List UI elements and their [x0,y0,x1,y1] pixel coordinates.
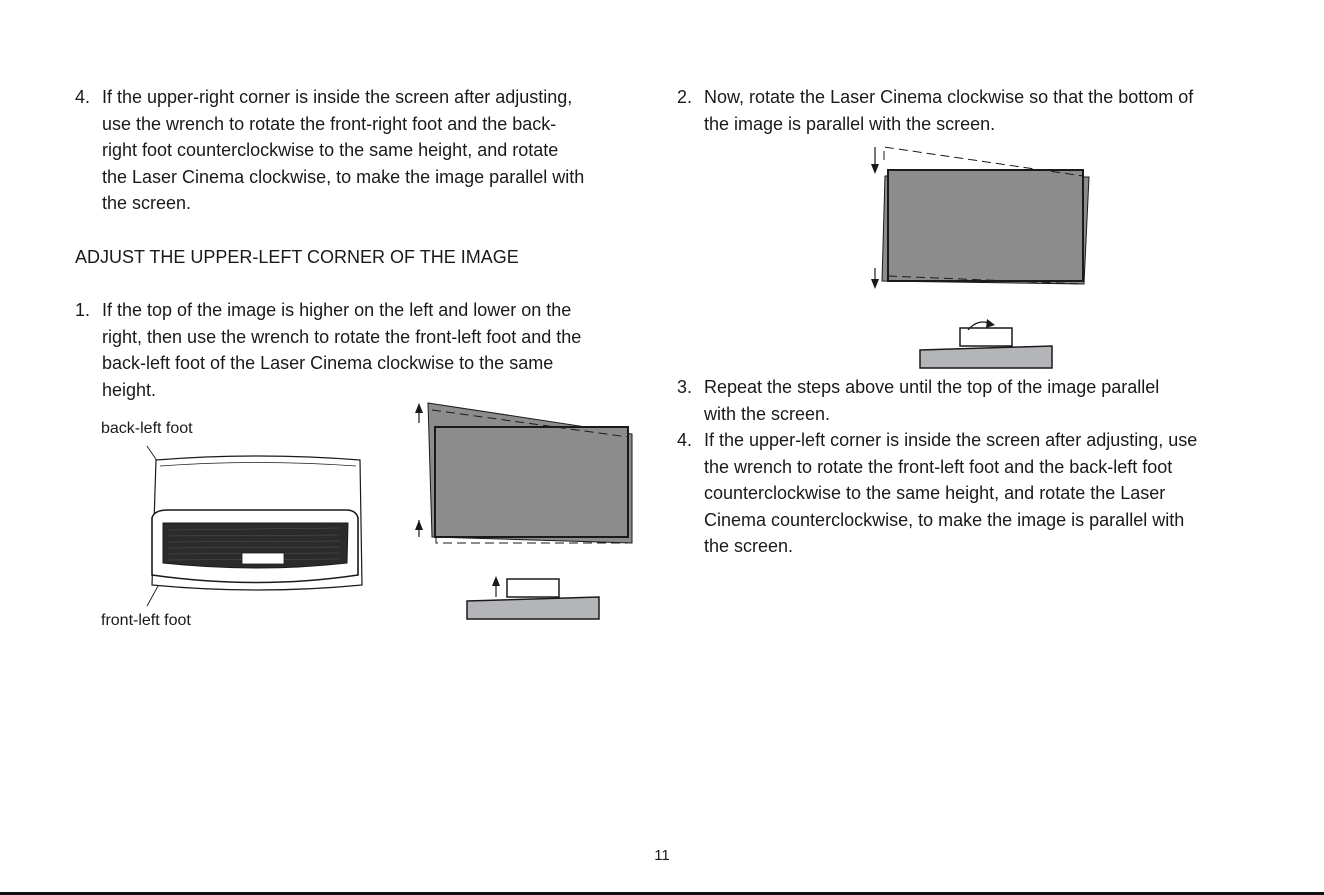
page-number: 11 [654,847,670,864]
text-line: back-left foot of the Laser Cinema clockwise to the same [102,353,554,373]
step-number: 3. [677,377,693,397]
projector-on-table [960,328,1012,346]
screen-outline [888,170,1083,281]
text-line: the image is parallel with the screen. [704,113,996,134]
up-arrow-icon [415,520,423,530]
up-arrow-icon [415,403,423,413]
step-number: 4. [677,430,693,450]
text-line: Cinema counterclockwise, to make the image is parallel with [704,509,1185,530]
text-line: the screen. [704,536,794,556]
text-line: the Laser Cinema clockwise, to make the image parallel with [102,166,585,187]
back-left-foot-label: back-left foot [101,420,193,437]
tilted-table [920,346,1052,368]
text-line: If the top of the image is higher on the left and lower on the [102,300,572,320]
up-arrow-icon [492,576,500,586]
down-arrow-icon [871,279,879,289]
text-line: If the upper-right corner is inside the screen after adjusting, [102,87,573,107]
text-line: Now, rotate the Laser Cinema clockwise so that the bottom of [704,87,1194,107]
text-line: right, then use the wrench to rotate the front-left foot and the [102,326,582,347]
section-heading: ADJUST THE UPPER-LEFT CORNER OF THE IMAGE [75,246,519,267]
text-line: If the upper-left corner is inside the screen after adjusting, use [704,430,1198,450]
text-line: the wrench to rotate the front-left foot and the back-left foot [704,456,1173,477]
front-left-foot-label: front-left foot [101,612,191,629]
projector-on-table [507,579,559,597]
text-line: Repeat the steps above until the top of the image parallel [704,377,1160,397]
screen-outline [435,427,628,537]
text-line: the screen. [102,193,192,213]
down-arrow-icon [871,164,879,174]
text-line: with the screen. [704,403,831,424]
text-line: counterclockwise to the same height, and rotate the Laser [704,483,1166,503]
step-number: 1. [75,300,91,320]
rotate-arrow-head [986,319,995,328]
step-number: 4. [75,87,91,107]
text-line: right foot counterclockwise to the same height, and rotate [102,140,559,160]
tilted-table [467,597,599,619]
text-line: use the wrench to rotate the front-right foot and the back- [102,113,557,134]
projector-lens-window [242,553,284,564]
step-number: 2. [677,87,693,107]
text-line: height. [102,379,157,400]
